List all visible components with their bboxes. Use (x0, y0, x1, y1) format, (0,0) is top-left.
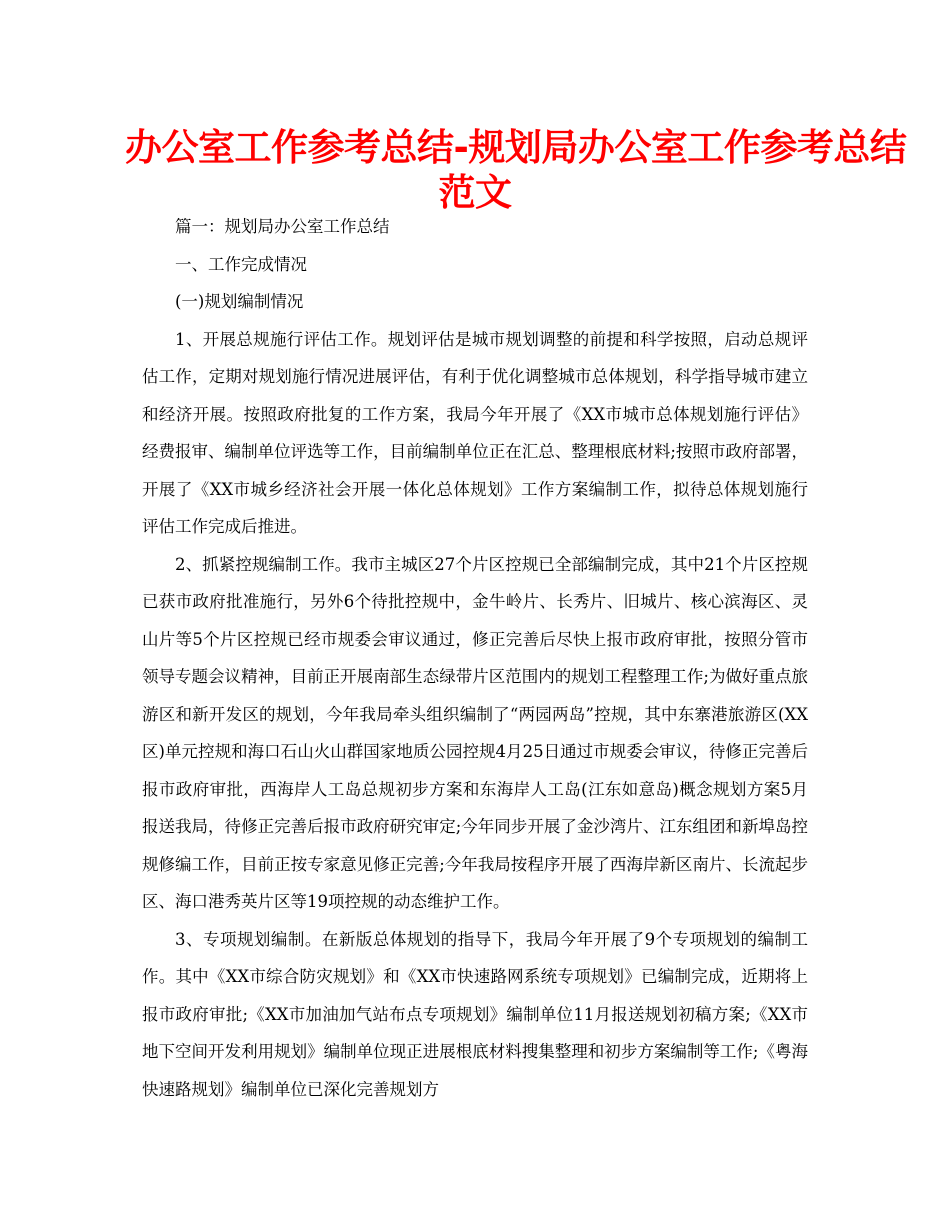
paragraph-regulatory-plan: 2、抓紧控规编制工作。我市主城区27个片区控规已全部编制完成，其中21个片区控规已获市政府批准施行，另外6个待批控规中，金牛岭片、长秀片、旧城片、核心滨海区、灵山片等5个片区控规已经市规委会审议通过，修正完善后尽快上报市政府审批，按照分管市领导专题会议精神，目前正开展南部生态绿带片区范围内的规划工程整理工作;为做好重点旅游区和新开发区的规划，今年我局牵头组织编制了“两园两岛”控规，其中东寨港旅游区(XX区)单元控规和海口石山火山群国家地质公园控规4月25日通过市规委会审议，待修正完善后报市政府审批，西海岸人工岛总规初步方案和东海岸人工岛(江东如意岛)概念规划方案5月报送我局，待修正完善后报市政府研究审定;今年同步开展了金沙湾片、江东组团和新埠岛控规修编工作，目前正按专家意见修正完善;今年我局按程序开展了西海岸新区南片、长流起步区、海口港秀英片区等19项控规的动态维护工作。 (142, 554, 808, 911)
document-title-line-1: 办公室工作参考总结-规划局办公室工作参考总结 (125, 126, 907, 169)
paragraph-master-plan-evaluation: 1、开展总规施行评估工作。规划评估是城市规划调整的前提和科学按照，启动总规评估工作，定期对规划施行情况进展评估，有利于优化调整城市总体规划，科学指导城市建立和经济开展。按照政府批复的工作方案，我局今年开展了《XX市城市总体规划施行评估》经费报审、编制单位评选等工作，目前编制单位正在汇总、整理根底材料;按照市政府部署，开展了《XX市城乡经济社会开展一体化总体规划》工作方案编制工作，拟待总体规划施行评估工作完成后推进。 (142, 329, 808, 536)
subsection-heading-planning: (一)规划编制情况 (175, 292, 304, 311)
document-title-line-2: 范文 (438, 171, 512, 214)
document-body (142, 208, 808, 1108)
section-heading-work-status: 一、工作完成情况 (175, 254, 307, 274)
paragraph-special-plans: 3、专项规划编制。在新版总体规划的指导下，我局今年开展了9个专项规划的编制工作。其中《XX市综合防灾规划》和《XX市快速路网系统专项规划》已编制完成，近期将上报市政府审批;《XX市加油加气站布点专项规划》编制单位11月报送规划初稿方案;《XX市地下空间开发利用规划》编制单位现正进展根底材料搜集整理和初步方案编制等工作;《粤海快速路规划》编制单位已深化完善规划方 (142, 929, 808, 1099)
section-heading-part-1: 篇一：规划局办公室工作总结 (175, 217, 390, 236)
